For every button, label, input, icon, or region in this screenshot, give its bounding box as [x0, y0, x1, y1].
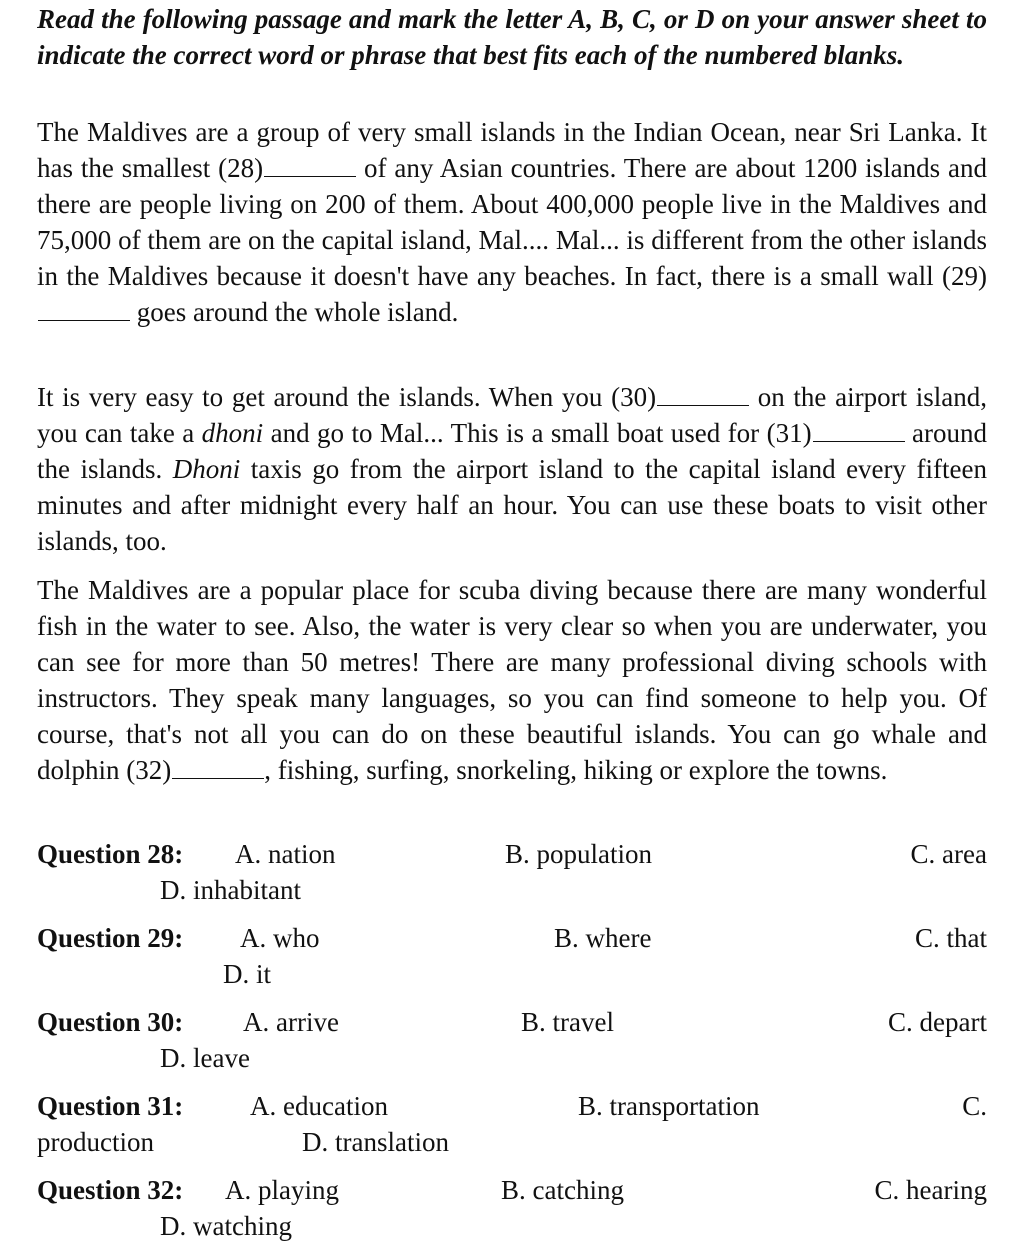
question-31-option-c-text: production [37, 1127, 154, 1157]
question-29-option-a: A. who [240, 923, 320, 953]
question-29-option-b: B. where [554, 923, 652, 953]
paragraph-2-text-d: and go to Mal... This is a small boat used for (31) [263, 418, 812, 448]
question-30-option-d: D. leave [160, 1043, 250, 1073]
question-32-option-b: B. catching [501, 1175, 624, 1205]
question-32-option-c: C. hearing [874, 1175, 987, 1205]
paragraph-2 [37, 379, 987, 559]
paragraph-1-text-a: The Maldives are a group of very small islands in the Indian Ocean, near Sri Lanka. It has the smallest (28) [37, 117, 987, 183]
question-28 [37, 836, 987, 908]
instructions: Read the following passage and mark the letter A, B, C, or D on your answer sheet to indicate the correct word or phrase that best fits each of the numbered blanks. [37, 4, 987, 70]
question-30 [37, 1004, 987, 1076]
question-29-label: Question 29: [37, 923, 184, 953]
paragraph-1-text-b: of any Asian countries. There are about 1200 islands and there are people living on 200 of them. About 400,000 people live in the Maldives and 75,000 of them are on the capital island, Mal.... Mal... is different from the other islands in the Maldives because it doesn't have any beaches. In fact, there is a small wall (29) [37, 153, 987, 291]
question-31-option-c: C. [962, 1091, 987, 1121]
dhoni-term: dhoni [201, 418, 264, 448]
question-30-label: Question 30: [37, 1007, 184, 1037]
question-28-option-b: B. population [505, 839, 652, 869]
question-29-option-c: C. that [915, 923, 987, 953]
paragraph-3-text-a: The Maldives are a popular place for scuba diving because there are many wonderful fish in the water to see. Also, the water is very clear so when you are underwater, you can see for more than 50 metres! There are many professional diving schools with instructors. They speak many languages, so you can find someone to help you. Of course, that's not all you can do on these beautiful islands. You can go whale and dolphin (32) [37, 575, 987, 785]
paragraph-3-text-b: , fishing, surfing, snorkeling, hiking or explore the towns. [264, 755, 888, 785]
question-32-label: Question 32: [37, 1175, 184, 1205]
question-32 [37, 1172, 987, 1244]
paragraph-1-text-c: goes around the whole island. [130, 297, 459, 327]
question-31-label: Question 31: [37, 1091, 184, 1121]
question-31-option-d: D. translation [302, 1127, 449, 1157]
paragraph-1 [37, 114, 987, 330]
paragraph-2-text-e: around the islands. [37, 418, 988, 484]
paragraph-3 [37, 572, 987, 788]
paragraph-2-text-g: taxis go from the airport island to the capital island every fifteen minutes and after midnight every half an hour. You can use these boats to visit other islands, too. [37, 454, 987, 556]
question-30-option-a: A. arrive [243, 1007, 339, 1037]
dhoni-term-2: Dhoni [172, 454, 241, 484]
question-28-option-d: D. inhabitant [160, 875, 301, 905]
question-28-option-a: A. nation [235, 839, 336, 869]
question-32-option-a: A. playing [225, 1175, 339, 1205]
question-31-option-a: A. education [250, 1091, 388, 1121]
blank-30 [657, 383, 749, 406]
question-31 [37, 1088, 987, 1160]
blank-29 [38, 298, 130, 321]
question-32-option-d: D. watching [160, 1211, 292, 1241]
paragraph-2-text-a: It is very easy to get around the islands. When you (30) [37, 382, 657, 412]
question-31-option-b: B. transportation [578, 1091, 760, 1121]
question-29-option-d: D. it [223, 959, 272, 989]
question-30-option-c: C. depart [888, 1007, 987, 1037]
paragraph-2-text-b: on the airport island, you can take a [37, 382, 987, 448]
question-28-label: Question 28: [37, 839, 184, 869]
question-28-option-c: C. area [910, 839, 987, 869]
blank-32 [172, 756, 264, 779]
blank-28 [264, 154, 356, 177]
question-30-option-b: B. travel [521, 1007, 614, 1037]
blank-31 [813, 419, 905, 442]
question-29 [37, 920, 987, 992]
